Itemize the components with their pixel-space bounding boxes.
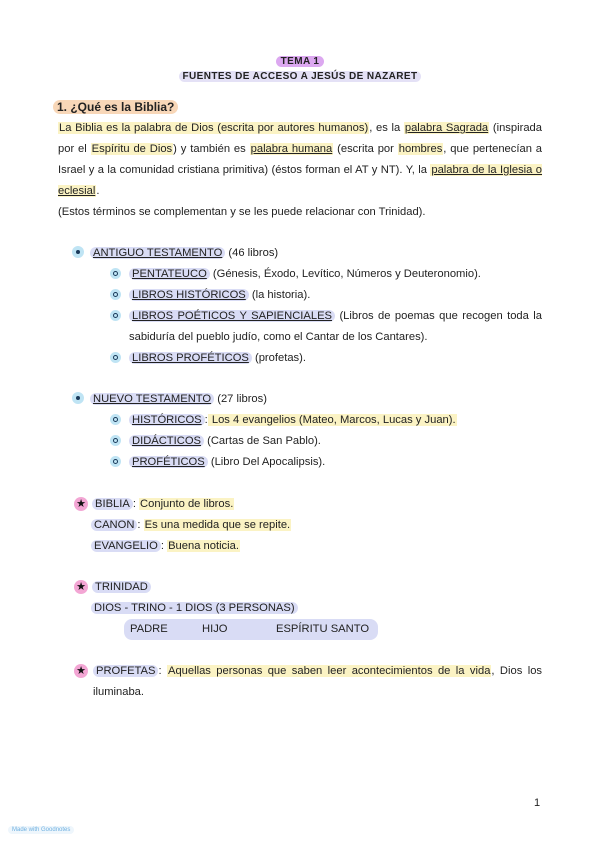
tema-title: TEMA 1: [0, 56, 600, 67]
biblia-paragraph: La Biblia es la palabra de Dios (escrita por autores humanos), es la palabra Sagrada (inspirada por el Espíritu de Dios) y también es palabra humana (escrita por hombres, que pertenecían a Israel y a la comunidad cristiana primitiva) (éstos forman el AT y NT). Y, la palabra de la Iglesia o eclesial.: [58, 122, 543, 197]
p1-a: La Biblia es la palabra de Dios (escrita por autores humanos): [59, 122, 369, 134]
star-icon: ★: [74, 497, 88, 511]
nt-heading: NUEVO TESTAMENTO (27 libros): [72, 389, 267, 410]
nt-item-3: PROFÉTICOS (Libro Del Apocalipsis).: [110, 452, 325, 473]
at-item-2: LIBROS HISTÓRICOS (la historia).: [110, 285, 310, 306]
def-canon: CANON : Es una medida que se repite.: [91, 515, 291, 536]
bullet-dot-icon: [72, 392, 84, 404]
at-item-3-text: LIBROS POÉTICOS Y SAPIENCIALES (Libros de poemas que recogen toda la sabiduría del pueblo judío, como el Cantar de los Cantares).: [129, 310, 543, 343]
def-evangelio: EVANGELIO : Buena noticia.: [91, 536, 240, 557]
goodnotes-badge: Made with Goodnotes: [8, 826, 74, 834]
nt-item-1: HISTÓRICOS : Los 4 evangelios (Mateo, Marcos, Lucas y Juan).: [110, 410, 457, 431]
bullet-ring-icon: [110, 268, 121, 279]
star-icon: ★: [74, 580, 88, 594]
bullet-ring-icon: [110, 352, 121, 363]
bullet-ring-icon: [110, 414, 121, 425]
at-heading: ANTIGUO TESTAMENTO (46 libros): [72, 243, 278, 264]
page-subtitle: FUENTES DE ACCESO A JESÚS DE NAZARET: [0, 71, 600, 82]
bullet-ring-icon: [110, 456, 121, 467]
at-item-3: [110, 306, 129, 327]
profetas-text: PROFETAS : Aquellas personas que saben leer acontecimientos de la vida, Dios los iluminaba.: [93, 665, 543, 698]
bullet-ring-icon: [110, 435, 121, 446]
bullet-ring-icon: [110, 310, 121, 321]
def-biblia: ★ BIBLIA : Conjunto de libros.: [74, 494, 234, 515]
espiritu-label: ESPÍRITU SANTO: [276, 623, 370, 635]
trinidad-persons: [124, 619, 378, 640]
at-item-4: LIBROS PROFÉTICOS (profetas).: [110, 348, 306, 369]
hijo-label: HIJO: [202, 623, 228, 635]
section-heading: 1. ¿Qué es la Biblia?: [53, 100, 178, 114]
padre-label: PADRE: [130, 623, 168, 635]
trinidad-heading: ★ TRINIDAD: [74, 577, 151, 598]
nt-item-2: DIDÁCTICOS (Cartas de San Pablo).: [110, 431, 321, 452]
star-icon: ★: [74, 664, 88, 678]
profetas-star: [74, 661, 92, 682]
trinidad-line: DIOS - TRINO - 1 DIOS (3 PERSONAS): [91, 598, 298, 619]
p1-c: palabra Sagrada: [404, 122, 489, 134]
bullet-dot-icon: [72, 246, 84, 258]
at-item-1: PENTATEUCO (Génesis, Éxodo, Levítico, Números y Deuteronomio).: [110, 264, 481, 285]
bullet-ring-icon: [110, 289, 121, 300]
page-number: 1: [534, 797, 541, 809]
trinidad-note: (Estos términos se complementan y se les puede relacionar con Trinidad).: [58, 206, 426, 218]
